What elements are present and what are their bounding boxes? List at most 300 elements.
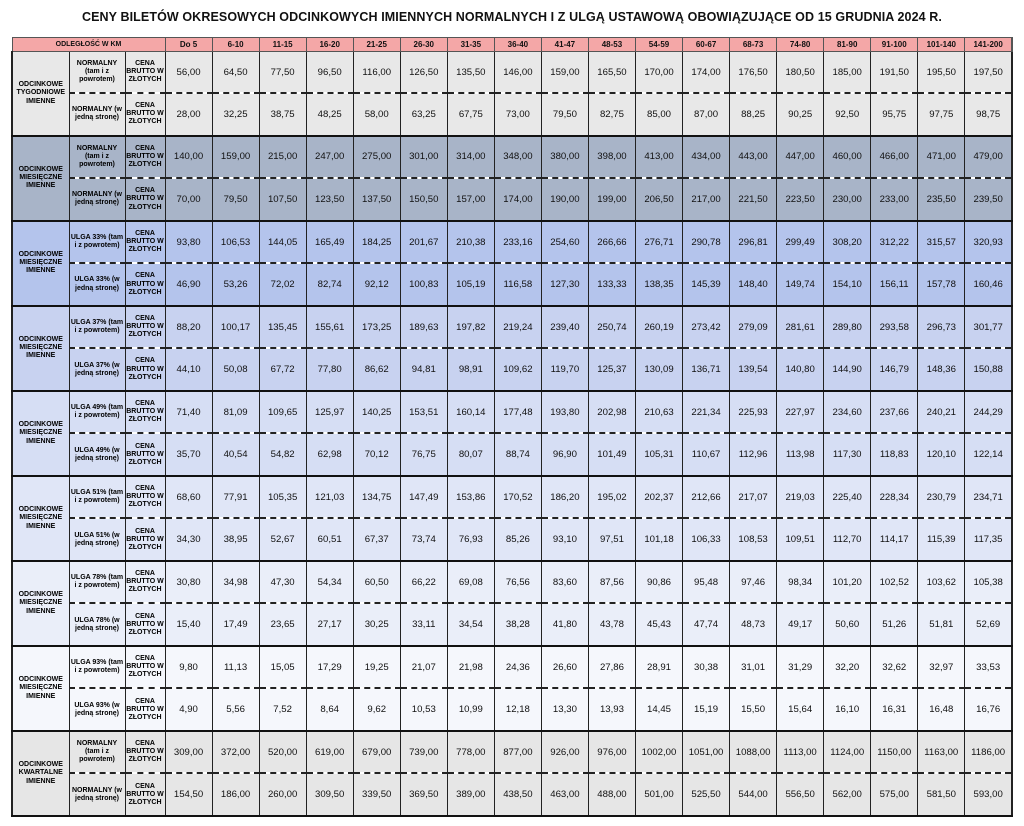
- price-cell: 23,65: [259, 603, 306, 646]
- price-cell: 109,65: [259, 391, 306, 434]
- price-cell: 202,37: [635, 476, 682, 519]
- table-row: [12, 603, 1012, 646]
- price-cell: 225,93: [730, 391, 777, 434]
- price-cell: 223,50: [777, 178, 824, 221]
- price-cell: 60,50: [353, 561, 400, 604]
- price-cell: 100,17: [212, 306, 259, 349]
- price-cell: 13,93: [588, 688, 635, 731]
- header-row: [12, 38, 1012, 52]
- price-cell: 293,58: [871, 306, 918, 349]
- price-cell: 159,00: [541, 52, 588, 94]
- price-cell: 9,62: [353, 688, 400, 731]
- price-cell: 16,31: [871, 688, 918, 731]
- price-cell: 488,00: [588, 773, 635, 816]
- price-cell: 16,10: [824, 688, 871, 731]
- price-cell: 26,60: [541, 646, 588, 689]
- price-cell: 144,05: [259, 221, 306, 264]
- price-cell: 97,46: [730, 561, 777, 604]
- price-unit-label: CENA BRUTTO W ZŁOTYCH: [125, 93, 165, 136]
- price-unit-label: CENA BRUTTO W ZŁOTYCH: [125, 646, 165, 689]
- price-cell: 380,00: [541, 136, 588, 179]
- price-unit-label: CENA BRUTTO W ZŁOTYCH: [125, 561, 165, 604]
- price-cell: 118,83: [871, 433, 918, 476]
- distance-range-header: 68-73: [730, 38, 777, 52]
- price-cell: 398,00: [588, 136, 635, 179]
- price-cell: 202,98: [588, 391, 635, 434]
- ticket-type-label: NORMALNY (w jedną stronę): [69, 773, 125, 816]
- price-cell: 186,20: [541, 476, 588, 519]
- ticket-type-label: ULGA 49% (w jedną stronę): [69, 433, 125, 476]
- price-cell: 10,99: [447, 688, 494, 731]
- price-cell: 90,25: [777, 93, 824, 136]
- price-cell: 116,00: [353, 52, 400, 94]
- price-cell: 562,00: [824, 773, 871, 816]
- price-cell: 16,76: [965, 688, 1012, 731]
- price-cell: 73,74: [400, 518, 447, 561]
- price-cell: 244,29: [965, 391, 1012, 434]
- price-cell: 138,35: [635, 263, 682, 306]
- distance-range-header: 60-67: [683, 38, 730, 52]
- ticket-type-label: ULGA 37% (w jedną stronę): [69, 348, 125, 391]
- price-cell: 233,00: [871, 178, 918, 221]
- table-row: [12, 93, 1012, 136]
- price-cell: 443,00: [730, 136, 777, 179]
- price-cell: 38,95: [212, 518, 259, 561]
- price-cell: 389,00: [447, 773, 494, 816]
- price-cell: 160,14: [447, 391, 494, 434]
- price-cell: 103,62: [918, 561, 965, 604]
- table-row: [12, 136, 1012, 179]
- price-cell: 309,00: [165, 731, 212, 774]
- distance-range-header: 141-200: [965, 38, 1012, 52]
- price-cell: 53,26: [212, 263, 259, 306]
- price-cell: 28,91: [635, 646, 682, 689]
- price-cell: 140,00: [165, 136, 212, 179]
- price-cell: 102,52: [871, 561, 918, 604]
- price-cell: 520,00: [259, 731, 306, 774]
- price-cell: 177,48: [494, 391, 541, 434]
- price-cell: 225,40: [824, 476, 871, 519]
- price-cell: 217,00: [683, 178, 730, 221]
- price-cell: 60,51: [306, 518, 353, 561]
- price-cell: 15,50: [730, 688, 777, 731]
- price-cell: 15,64: [777, 688, 824, 731]
- price-cell: 254,60: [541, 221, 588, 264]
- price-cell: 88,20: [165, 306, 212, 349]
- price-cell: 219,24: [494, 306, 541, 349]
- price-cell: 122,14: [965, 433, 1012, 476]
- ticket-type-label: NORMALNY (tam i z powrotem): [69, 136, 125, 179]
- price-cell: 110,67: [683, 433, 730, 476]
- price-cell: 260,19: [635, 306, 682, 349]
- price-cell: 619,00: [306, 731, 353, 774]
- price-cell: 556,50: [777, 773, 824, 816]
- price-cell: 52,69: [965, 603, 1012, 646]
- price-cell: 135,50: [447, 52, 494, 94]
- price-cell: 186,00: [212, 773, 259, 816]
- price-cell: 48,73: [730, 603, 777, 646]
- table-row: [12, 221, 1012, 264]
- price-unit-label: CENA BRUTTO W ZŁOTYCH: [125, 773, 165, 816]
- price-cell: 33,53: [965, 646, 1012, 689]
- price-cell: 157,78: [918, 263, 965, 306]
- price-cell: 176,50: [730, 52, 777, 94]
- table-row: [12, 731, 1012, 774]
- price-cell: 21,98: [447, 646, 494, 689]
- ticket-type-label: ULGA 78% (tam i z powrotem): [69, 561, 125, 604]
- ticket-type-label: ULGA 51% (w jedną stronę): [69, 518, 125, 561]
- price-cell: 51,26: [871, 603, 918, 646]
- distance-header: ODLEGŁOŚĆ W KM: [12, 38, 165, 52]
- price-unit-label: CENA BRUTTO W ZŁOTYCH: [125, 136, 165, 179]
- price-cell: 309,50: [306, 773, 353, 816]
- price-cell: 413,00: [635, 136, 682, 179]
- price-cell: 121,03: [306, 476, 353, 519]
- price-cell: 12,18: [494, 688, 541, 731]
- price-cell: 144,90: [824, 348, 871, 391]
- ticket-type-label: ULGA 51% (tam i z powrotem): [69, 476, 125, 519]
- price-cell: 5,56: [212, 688, 259, 731]
- price-cell: 76,75: [400, 433, 447, 476]
- price-table: [11, 37, 1013, 817]
- price-cell: 85,26: [494, 518, 541, 561]
- table-row: [12, 306, 1012, 349]
- price-cell: 1088,00: [730, 731, 777, 774]
- price-cell: 95,75: [871, 93, 918, 136]
- price-cell: 116,58: [494, 263, 541, 306]
- distance-range-header: 54-59: [635, 38, 682, 52]
- price-cell: 27,17: [306, 603, 353, 646]
- ticket-type-label: ULGA 33% (tam i z powrotem): [69, 221, 125, 264]
- price-cell: 113,98: [777, 433, 824, 476]
- price-cell: 234,60: [824, 391, 871, 434]
- price-cell: 581,50: [918, 773, 965, 816]
- price-cell: 235,50: [918, 178, 965, 221]
- price-cell: 47,74: [683, 603, 730, 646]
- price-cell: 96,50: [306, 52, 353, 94]
- price-cell: 299,49: [777, 221, 824, 264]
- price-cell: 210,63: [635, 391, 682, 434]
- price-cell: 33,11: [400, 603, 447, 646]
- price-unit-label: CENA BRUTTO W ZŁOTYCH: [125, 178, 165, 221]
- price-cell: 32,20: [824, 646, 871, 689]
- price-cell: 1163,00: [918, 731, 965, 774]
- price-cell: 70,00: [165, 178, 212, 221]
- table-row: [12, 178, 1012, 221]
- price-cell: 98,75: [965, 93, 1012, 136]
- price-cell: 230,79: [918, 476, 965, 519]
- price-cell: 460,00: [824, 136, 871, 179]
- price-cell: 48,25: [306, 93, 353, 136]
- price-cell: 184,25: [353, 221, 400, 264]
- price-cell: 68,60: [165, 476, 212, 519]
- price-cell: 30,80: [165, 561, 212, 604]
- price-cell: 434,00: [683, 136, 730, 179]
- price-cell: 73,00: [494, 93, 541, 136]
- table-row: [12, 773, 1012, 816]
- price-cell: 290,78: [683, 221, 730, 264]
- price-cell: 739,00: [400, 731, 447, 774]
- price-cell: 98,34: [777, 561, 824, 604]
- price-cell: 778,00: [447, 731, 494, 774]
- price-cell: 210,38: [447, 221, 494, 264]
- price-cell: 71,40: [165, 391, 212, 434]
- price-cell: 279,09: [730, 306, 777, 349]
- price-cell: 105,35: [259, 476, 306, 519]
- ticket-type-label: NORMALNY (tam i z powrotem): [69, 52, 125, 94]
- price-cell: 79,50: [212, 178, 259, 221]
- price-cell: 240,21: [918, 391, 965, 434]
- price-cell: 315,57: [918, 221, 965, 264]
- price-cell: 15,05: [259, 646, 306, 689]
- price-cell: 32,97: [918, 646, 965, 689]
- price-cell: 35,70: [165, 433, 212, 476]
- price-unit-label: CENA BRUTTO W ZŁOTYCH: [125, 391, 165, 434]
- price-cell: 149,74: [777, 263, 824, 306]
- distance-range-header: 81-90: [824, 38, 871, 52]
- price-cell: 234,71: [965, 476, 1012, 519]
- price-unit-label: CENA BRUTTO W ZŁOTYCH: [125, 263, 165, 306]
- ticket-group-label: ODCINKOWE MIESIĘCZNE IMIENNE: [12, 561, 69, 646]
- price-cell: 593,00: [965, 773, 1012, 816]
- page-title: CENY BILETÓW OKRESOWYCH ODCINKOWYCH IMIENNYCH NORMALNYCH I Z ULGĄ USTAWOWĄ OBOWIĄZUJĄCE OD 15 GRUDNIA 2024 R.: [81, 10, 942, 24]
- price-cell: 117,30: [824, 433, 871, 476]
- price-cell: 77,91: [212, 476, 259, 519]
- price-cell: 127,30: [541, 263, 588, 306]
- price-cell: 100,83: [400, 263, 447, 306]
- price-cell: 679,00: [353, 731, 400, 774]
- price-cell: 21,07: [400, 646, 447, 689]
- price-cell: 134,75: [353, 476, 400, 519]
- price-unit-label: CENA BRUTTO W ZŁOTYCH: [125, 476, 165, 519]
- price-cell: 206,50: [635, 178, 682, 221]
- price-cell: 51,81: [918, 603, 965, 646]
- table-row: [12, 561, 1012, 604]
- price-cell: 154,50: [165, 773, 212, 816]
- ticket-type-label: NORMALNY (w jedną stronę): [69, 93, 125, 136]
- ticket-group-label: ODCINKOWE MIESIĘCZNE IMIENNE: [12, 136, 69, 221]
- price-cell: 180,50: [777, 52, 824, 94]
- ticket-type-label: ULGA 37% (tam i z powrotem): [69, 306, 125, 349]
- price-cell: 289,80: [824, 306, 871, 349]
- distance-range-header: 26-30: [400, 38, 447, 52]
- price-cell: 17,29: [306, 646, 353, 689]
- price-cell: 56,00: [165, 52, 212, 94]
- price-cell: 296,73: [918, 306, 965, 349]
- price-cell: 471,00: [918, 136, 965, 179]
- price-cell: 120,10: [918, 433, 965, 476]
- price-cell: 239,40: [541, 306, 588, 349]
- price-cell: 15,19: [683, 688, 730, 731]
- price-cell: 1051,00: [683, 731, 730, 774]
- price-cell: 193,80: [541, 391, 588, 434]
- price-cell: 276,71: [635, 221, 682, 264]
- distance-range-header: 21-25: [353, 38, 400, 52]
- price-cell: 17,49: [212, 603, 259, 646]
- table-row: [12, 263, 1012, 306]
- price-cell: 112,70: [824, 518, 871, 561]
- price-cell: 31,29: [777, 646, 824, 689]
- table-body: [12, 52, 1012, 817]
- price-cell: 47,30: [259, 561, 306, 604]
- price-cell: 96,90: [541, 433, 588, 476]
- price-cell: 92,12: [353, 263, 400, 306]
- price-cell: 77,50: [259, 52, 306, 94]
- price-cell: 125,97: [306, 391, 353, 434]
- price-cell: 148,36: [918, 348, 965, 391]
- ticket-group-label: ODCINKOWE KWARTALNE IMIENNE: [12, 731, 69, 816]
- price-cell: 105,31: [635, 433, 682, 476]
- price-cell: 9,80: [165, 646, 212, 689]
- price-cell: 7,52: [259, 688, 306, 731]
- price-cell: 140,80: [777, 348, 824, 391]
- price-cell: 217,07: [730, 476, 777, 519]
- price-cell: 237,66: [871, 391, 918, 434]
- price-cell: 106,53: [212, 221, 259, 264]
- price-cell: 1002,00: [635, 731, 682, 774]
- price-cell: 49,17: [777, 603, 824, 646]
- distance-range-header: 11-15: [259, 38, 306, 52]
- price-unit-label: CENA BRUTTO W ZŁOTYCH: [125, 518, 165, 561]
- price-cell: 109,51: [777, 518, 824, 561]
- ticket-type-label: NORMALNY (tam i z powrotem): [69, 731, 125, 774]
- price-cell: 81,09: [212, 391, 259, 434]
- price-cell: 369,50: [400, 773, 447, 816]
- ticket-type-label: NORMALNY (w jedną stronę): [69, 178, 125, 221]
- price-cell: 30,38: [683, 646, 730, 689]
- price-cell: 219,03: [777, 476, 824, 519]
- price-cell: 212,66: [683, 476, 730, 519]
- distance-range-header: 36-40: [494, 38, 541, 52]
- price-cell: 70,12: [353, 433, 400, 476]
- price-cell: 273,42: [683, 306, 730, 349]
- price-cell: 101,18: [635, 518, 682, 561]
- price-cell: 348,00: [494, 136, 541, 179]
- price-cell: 195,02: [588, 476, 635, 519]
- price-cell: 154,10: [824, 263, 871, 306]
- table-row: [12, 391, 1012, 434]
- price-cell: 190,00: [541, 178, 588, 221]
- price-cell: 34,30: [165, 518, 212, 561]
- price-cell: 50,60: [824, 603, 871, 646]
- price-cell: 230,00: [824, 178, 871, 221]
- price-cell: 189,63: [400, 306, 447, 349]
- price-cell: 88,25: [730, 93, 777, 136]
- price-cell: 106,33: [683, 518, 730, 561]
- price-cell: 221,34: [683, 391, 730, 434]
- price-cell: 41,80: [541, 603, 588, 646]
- price-cell: 447,00: [777, 136, 824, 179]
- price-cell: 82,74: [306, 263, 353, 306]
- price-cell: 27,86: [588, 646, 635, 689]
- table-row: [12, 52, 1012, 94]
- price-cell: 62,98: [306, 433, 353, 476]
- price-cell: 97,51: [588, 518, 635, 561]
- price-cell: 67,37: [353, 518, 400, 561]
- price-cell: 150,88: [965, 348, 1012, 391]
- ticket-type-label: ULGA 49% (tam i z powrotem): [69, 391, 125, 434]
- price-cell: 40,54: [212, 433, 259, 476]
- price-cell: 45,43: [635, 603, 682, 646]
- distance-range-header: 74-80: [777, 38, 824, 52]
- price-cell: 90,86: [635, 561, 682, 604]
- price-cell: 28,00: [165, 93, 212, 136]
- price-cell: 50,08: [212, 348, 259, 391]
- price-cell: 463,00: [541, 773, 588, 816]
- price-cell: 105,19: [447, 263, 494, 306]
- price-unit-label: CENA BRUTTO W ZŁOTYCH: [125, 433, 165, 476]
- price-cell: 575,00: [871, 773, 918, 816]
- price-cell: 93,80: [165, 221, 212, 264]
- ticket-group-label: ODCINKOWE MIESIĘCZNE IMIENNE: [12, 476, 69, 561]
- price-cell: 877,00: [494, 731, 541, 774]
- price-cell: 926,00: [541, 731, 588, 774]
- price-cell: 13,30: [541, 688, 588, 731]
- price-cell: 4,90: [165, 688, 212, 731]
- price-cell: 64,50: [212, 52, 259, 94]
- price-cell: 108,53: [730, 518, 777, 561]
- price-cell: 79,50: [541, 93, 588, 136]
- price-cell: 135,45: [259, 306, 306, 349]
- price-cell: 372,00: [212, 731, 259, 774]
- price-cell: 98,91: [447, 348, 494, 391]
- price-cell: 139,54: [730, 348, 777, 391]
- price-cell: 215,00: [259, 136, 306, 179]
- price-cell: 69,08: [447, 561, 494, 604]
- price-cell: 153,86: [447, 476, 494, 519]
- table-row: [12, 348, 1012, 391]
- price-cell: 87,00: [683, 93, 730, 136]
- price-cell: 170,52: [494, 476, 541, 519]
- price-unit-label: CENA BRUTTO W ZŁOTYCH: [125, 221, 165, 264]
- price-cell: 8,64: [306, 688, 353, 731]
- distance-range-header: 91-100: [871, 38, 918, 52]
- price-cell: 76,56: [494, 561, 541, 604]
- price-cell: 119,70: [541, 348, 588, 391]
- price-cell: 86,62: [353, 348, 400, 391]
- price-cell: 185,00: [824, 52, 871, 94]
- price-cell: 24,36: [494, 646, 541, 689]
- price-cell: 63,25: [400, 93, 447, 136]
- price-unit-label: CENA BRUTTO W ZŁOTYCH: [125, 688, 165, 731]
- price-cell: 43,78: [588, 603, 635, 646]
- price-cell: 32,25: [212, 93, 259, 136]
- ticket-group-label: ODCINKOWE MIESIĘCZNE IMIENNE: [12, 646, 69, 731]
- price-cell: 159,00: [212, 136, 259, 179]
- price-cell: 66,22: [400, 561, 447, 604]
- table-row: [12, 476, 1012, 519]
- price-cell: 101,49: [588, 433, 635, 476]
- price-cell: 501,00: [635, 773, 682, 816]
- price-cell: 1124,00: [824, 731, 871, 774]
- price-cell: 31,01: [730, 646, 777, 689]
- price-cell: 174,00: [494, 178, 541, 221]
- price-cell: 133,33: [588, 263, 635, 306]
- price-cell: 438,50: [494, 773, 541, 816]
- price-cell: 976,00: [588, 731, 635, 774]
- table-row: [12, 646, 1012, 689]
- price-cell: 157,00: [447, 178, 494, 221]
- price-cell: 32,62: [871, 646, 918, 689]
- price-cell: 95,48: [683, 561, 730, 604]
- price-cell: 52,67: [259, 518, 306, 561]
- price-cell: 199,00: [588, 178, 635, 221]
- distance-range-header: 31-35: [447, 38, 494, 52]
- price-cell: 46,90: [165, 263, 212, 306]
- price-cell: 146,79: [871, 348, 918, 391]
- price-cell: 14,45: [635, 688, 682, 731]
- price-cell: 82,75: [588, 93, 635, 136]
